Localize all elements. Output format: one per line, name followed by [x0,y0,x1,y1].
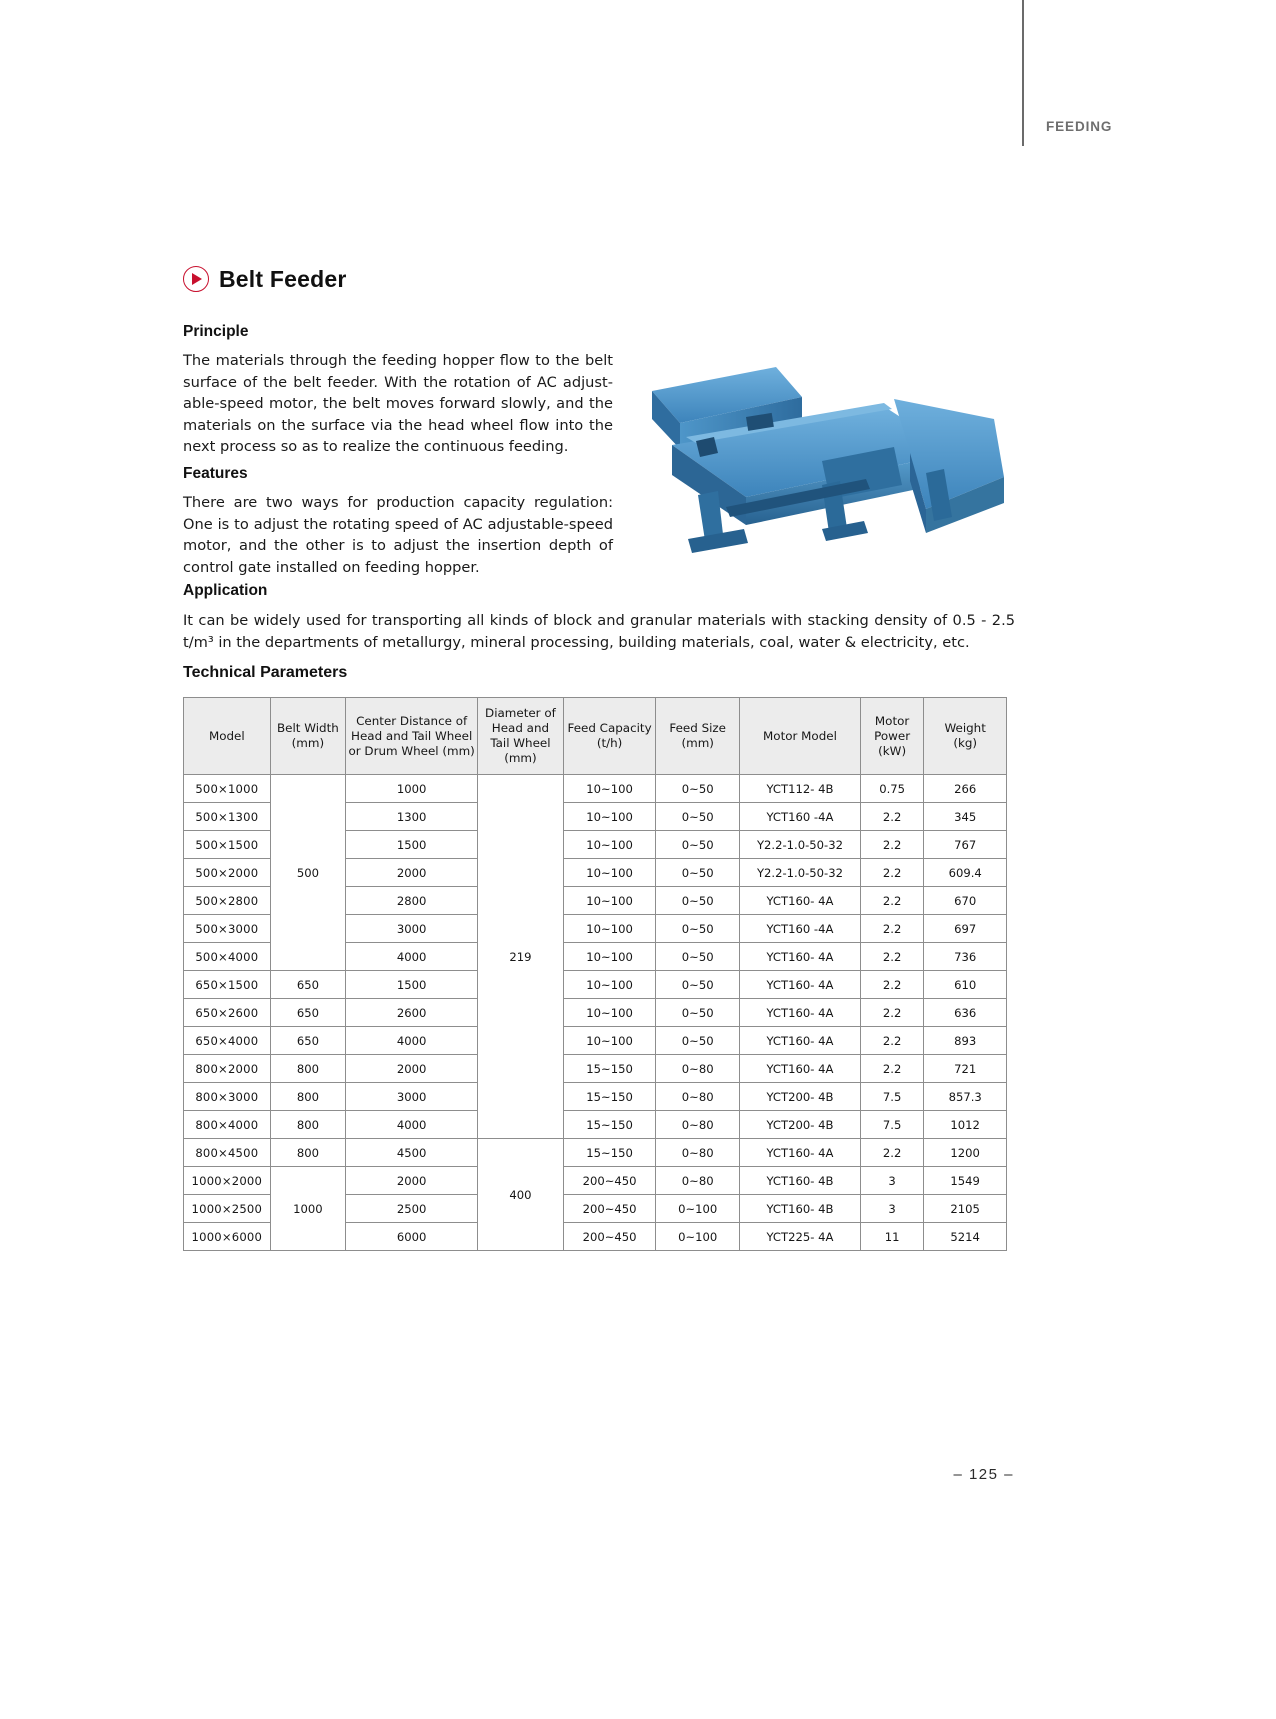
page-content [183,262,1015,1244]
cell-center-distance: 4500 [346,1139,478,1167]
cell-weight: 609.4 [924,859,1007,887]
cell-model: 650×2600 [184,999,271,1027]
page-title-row [183,262,1013,296]
cell-model: 500×1000 [184,775,271,803]
cell-model: 800×3000 [184,1083,271,1111]
principle-heading: Principle [183,323,249,340]
cell-feed-capacity: 15~150 [563,1083,656,1111]
col-header-diameter-line3: Tail Wheel [490,736,551,750]
cell-feed-size: 0~50 [656,971,740,999]
table-row [184,1111,1007,1139]
cell-motor-power: 2.2 [860,887,923,915]
cell-motor-model: YCT160- 4B [740,1195,861,1223]
cell-motor-power: 3 [860,1167,923,1195]
cell-motor-power: 0.75 [860,775,923,803]
page-number: – 125 – [953,1466,1014,1483]
cell-feed-size: 0~50 [656,1027,740,1055]
table-row [184,775,1007,803]
cell-feed-size: 0~50 [656,775,740,803]
cell-model: 800×4500 [184,1139,271,1167]
cell-belt-width: 500 [270,775,346,971]
col-header-weight-line2: (kg) [953,736,978,750]
cell-center-distance: 1000 [346,775,478,803]
table-body [184,775,1007,1251]
col-header-motor-power-line1: Motor [874,713,910,728]
cell-model: 800×4000 [184,1111,271,1139]
cell-feed-size: 0~100 [656,1195,740,1223]
col-header-belt-width-line1: Belt Width [277,721,339,735]
table-row [184,1083,1007,1111]
col-header-feed-size-line1: Feed Size [669,721,726,735]
cell-motor-power: 2.2 [860,971,923,999]
cell-motor-power: 2.2 [860,1027,923,1055]
application-text: It can be widely used for transporting all kinds of block and granular materials with stacking density of 0.5 - 2.5 t/m³ in the departments of metallurgy, mineral processing, building materials, coal, water & electricity, etc. [183,612,1015,651]
cell-center-distance: 2000 [346,859,478,887]
col-header-feed-size-line2: (mm) [681,736,714,750]
cell-model: 1000×6000 [184,1223,271,1251]
col-header-belt-width [270,698,346,775]
cell-motor-model: YCT160- 4A [740,887,861,915]
cell-feed-size: 0~80 [656,1111,740,1139]
cell-belt-width: 1000 [270,1167,346,1251]
cell-center-distance: 3000 [346,1083,478,1111]
cell-motor-power: 2.2 [860,915,923,943]
cell-motor-power: 3 [860,1195,923,1223]
cell-center-distance: 4000 [346,943,478,971]
cell-model: 500×2000 [184,859,271,887]
cell-feed-capacity: 10~100 [563,971,656,999]
cell-feed-size: 0~50 [656,803,740,831]
cell-weight: 636 [924,999,1007,1027]
cell-feed-capacity: 10~100 [563,803,656,831]
product-photo-belt-feeder [626,357,1016,557]
col-header-feed-capacity-line1: Feed Capacity [567,721,652,735]
cell-weight: 610 [924,971,1007,999]
col-header-motor-model [740,698,861,775]
cell-center-distance: 1500 [346,831,478,859]
cell-motor-model: Y2.2-1.0-50-32 [740,831,861,859]
cell-center-distance: 2000 [346,1167,478,1195]
col-header-diameter-line2: Head and [491,721,550,735]
cell-feed-size: 0~50 [656,887,740,915]
cell-motor-model: YCT112- 4B [740,775,861,803]
cell-motor-power: 2.2 [860,943,923,971]
col-header-diameter-line4: (mm) [504,751,537,765]
cell-feed-size: 0~80 [656,1055,740,1083]
col-header-model [184,698,271,775]
cell-weight: 1549 [924,1167,1007,1195]
cell-motor-power: 7.5 [860,1083,923,1111]
cell-motor-model: YCT160- 4A [740,971,861,999]
cell-feed-size: 0~80 [656,1167,740,1195]
circle-arrow-right-icon [183,266,209,292]
col-header-center-distance-line2: Head and Tail Wheel [351,728,473,743]
cell-center-distance: 1300 [346,803,478,831]
header-section-label: FEEDING [1046,119,1113,134]
cell-feed-capacity: 10~100 [563,1027,656,1055]
cell-model: 500×1300 [184,803,271,831]
cell-motor-model: YCT160- 4A [740,1139,861,1167]
cell-motor-model: YCT160- 4A [740,1027,861,1055]
page-title: Belt Feeder [219,265,347,292]
cell-weight: 345 [924,803,1007,831]
cell-belt-width: 650 [270,1027,346,1055]
cell-weight: 893 [924,1027,1007,1055]
cell-center-distance: 2500 [346,1195,478,1223]
table-row [184,1139,1007,1167]
cell-motor-model: YCT160- 4A [740,943,861,971]
cell-weight: 1012 [924,1111,1007,1139]
cell-motor-model: YCT225- 4A [740,1223,861,1251]
cell-motor-model: YCT160 -4A [740,803,861,831]
cell-center-distance: 1500 [346,971,478,999]
cell-feed-capacity: 10~100 [563,775,656,803]
cell-feed-capacity: 10~100 [563,999,656,1027]
cell-model: 500×1500 [184,831,271,859]
cell-feed-capacity: 15~150 [563,1139,656,1167]
cell-feed-capacity: 10~100 [563,915,656,943]
table-row [184,1055,1007,1083]
col-header-center-distance-line3: or Drum Wheel (mm) [348,743,475,758]
cell-center-distance: 6000 [346,1223,478,1251]
cell-feed-capacity: 15~150 [563,1111,656,1139]
cell-center-distance: 4000 [346,1111,478,1139]
technical-parameters-table [183,697,1007,1251]
cell-motor-model: YCT160- 4A [740,999,861,1027]
cell-belt-width: 800 [270,1083,346,1111]
cell-feed-capacity: 15~150 [563,1055,656,1083]
col-header-diameter [478,698,564,775]
cell-motor-model: YCT200- 4B [740,1111,861,1139]
cell-center-distance: 4000 [346,1027,478,1055]
col-header-diameter-line1: Diameter of [485,706,556,720]
cell-motor-power: 11 [860,1223,923,1251]
features-text: There are two ways for production capacity regulation: One is to adjust the rotating speed of AC adjustable-speed motor, and the other is to adjust the insertion depth of control gate installed on feeding hopper. [183,494,613,576]
cell-feed-size: 0~50 [656,859,740,887]
cell-belt-width: 650 [270,971,346,999]
col-header-center-distance [346,698,478,775]
cell-motor-model: YCT160 -4A [740,915,861,943]
cell-center-distance: 3000 [346,915,478,943]
col-header-weight [924,698,1007,775]
cell-weight: 266 [924,775,1007,803]
cell-model: 500×2800 [184,887,271,915]
cell-feed-capacity: 10~100 [563,859,656,887]
col-header-motor-power-line2: Power [874,728,911,743]
cell-motor-model: Y2.2-1.0-50-32 [740,859,861,887]
cell-model: 1000×2000 [184,1167,271,1195]
cell-center-distance: 2800 [346,887,478,915]
cell-weight: 736 [924,943,1007,971]
cell-feed-capacity: 200~450 [563,1223,656,1251]
cell-center-distance: 2000 [346,1055,478,1083]
technical-parameters-heading: Technical Parameters [183,664,348,681]
table-row [184,1167,1007,1195]
cell-weight: 721 [924,1055,1007,1083]
col-header-feed-size [656,698,740,775]
table-row [184,1027,1007,1055]
cell-feed-size: 0~50 [656,831,740,859]
col-header-center-distance-line1: Center Distance of [356,713,468,728]
col-header-motor-power [860,698,923,775]
cell-feed-size: 0~50 [656,915,740,943]
cell-model: 650×4000 [184,1027,271,1055]
cell-motor-power: 2.2 [860,1055,923,1083]
principle-text: The materials through the feeding hopper flow to the belt surface of the belt feeder. With the rotation of AC adjust-able-speed motor, the belt moves forward slowly, and the materials on the surface via the head wheel flow into the next process so as to realize the continuous feeding. [183,352,613,455]
cell-weight: 2105 [924,1195,1007,1223]
cell-weight: 670 [924,887,1007,915]
cell-center-distance: 2600 [346,999,478,1027]
cell-weight: 767 [924,831,1007,859]
cell-motor-power: 2.2 [860,999,923,1027]
technical-parameters-table-wrapper [183,697,1007,1251]
col-header-motor-model-line1: Motor Model [763,728,837,743]
cell-weight: 857.3 [924,1083,1007,1111]
col-header-weight-line1: Weight [944,721,986,735]
cell-belt-width: 800 [270,1111,346,1139]
cell-motor-power: 7.5 [860,1111,923,1139]
cell-motor-power: 2.2 [860,831,923,859]
cell-weight: 1200 [924,1139,1007,1167]
header-vertical-rule [1022,0,1024,146]
col-header-feed-capacity-line2: (t/h) [596,736,623,750]
cell-feed-size: 0~80 [656,1139,740,1167]
cell-weight: 5214 [924,1223,1007,1251]
cell-motor-model: YCT160- 4A [740,1055,861,1083]
cell-feed-capacity: 10~100 [563,943,656,971]
cell-motor-power: 2.2 [860,859,923,887]
table-row [184,971,1007,999]
table-header-row [184,698,1007,775]
cell-motor-power: 2.2 [860,803,923,831]
table-row [184,999,1007,1027]
cell-model: 650×1500 [184,971,271,999]
cell-feed-size: 0~50 [656,943,740,971]
cell-feed-size: 0~100 [656,1223,740,1251]
col-header-model-line1: Model [208,728,245,743]
cell-motor-model: YCT160- 4B [740,1167,861,1195]
cell-feed-capacity: 10~100 [563,887,656,915]
cell-feed-capacity: 200~450 [563,1195,656,1223]
cell-model: 1000×2500 [184,1195,271,1223]
cell-feed-capacity: 10~100 [563,831,656,859]
application-heading: Application [183,582,268,599]
col-header-motor-power-line3: (kW) [878,743,907,758]
col-header-belt-width-line2: (mm) [291,736,325,750]
cell-diameter: 400 [478,1139,564,1251]
col-header-feed-capacity [563,698,656,775]
cell-belt-width: 650 [270,999,346,1027]
cell-belt-width: 800 [270,1055,346,1083]
cell-belt-width: 800 [270,1139,346,1167]
cell-feed-capacity: 200~450 [563,1167,656,1195]
cell-model: 500×4000 [184,943,271,971]
cell-model: 800×2000 [184,1055,271,1083]
cell-motor-model: YCT200- 4B [740,1083,861,1111]
cell-feed-size: 0~50 [656,999,740,1027]
features-heading: Features [183,465,248,482]
cell-weight: 697 [924,915,1007,943]
cell-motor-power: 2.2 [860,1139,923,1167]
cell-model: 500×3000 [184,915,271,943]
cell-feed-size: 0~80 [656,1083,740,1111]
cell-diameter: 219 [478,775,564,1139]
